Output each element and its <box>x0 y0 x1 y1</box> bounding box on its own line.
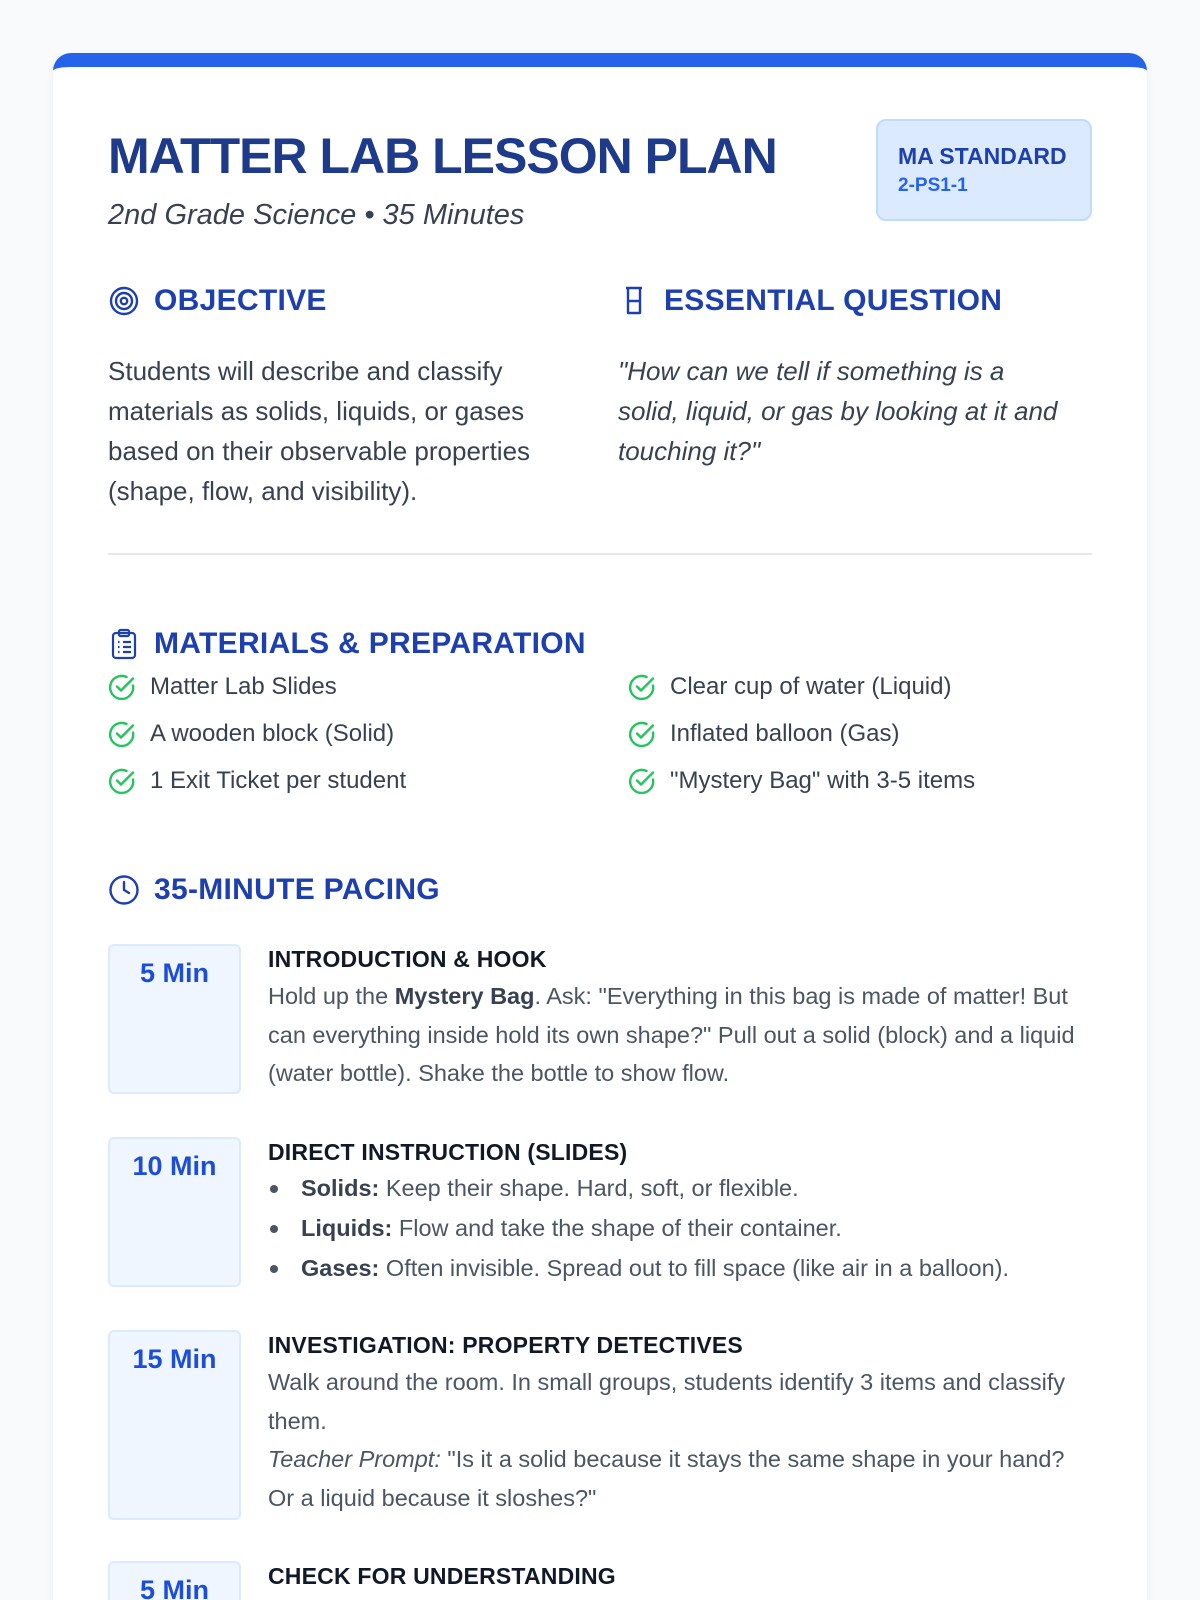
pacing-title: INTRODUCTION & HOOK <box>268 946 547 972</box>
materials-label: MATERIALS & PREPARATION <box>154 627 586 660</box>
list-item: Gases: Often invisible. Spread out to fill space (like air in a balloon). <box>268 1248 1092 1288</box>
pacing-title: INVESTIGATION: PROPERTY DETECTIVES <box>268 1332 743 1358</box>
essential-question-text: "How can we tell if something is a solid, liquid, or gas by looking at it and touching it?" <box>618 356 1058 466</box>
objective-label: OBJECTIVE <box>154 284 327 317</box>
pacing-text: Walk around the room. In small groups, students identify 3 items and classify them. <box>268 1369 1066 1434</box>
teacher-prompt: Teacher Prompt: "Is it a solid because it stays the same shape in your hand? Or a liquid because it sloshes?" <box>268 1446 1065 1511</box>
time-badge: 5 Min <box>108 1561 241 1600</box>
check-circle-icon <box>108 673 136 701</box>
standard-code: 2-PS1-1 <box>898 175 968 196</box>
materials-list-right <box>628 663 975 804</box>
materials-heading <box>108 627 586 661</box>
pacing-block <box>108 1137 1092 1287</box>
pacing-content <box>268 1330 1092 1517</box>
material-label: Matter Lab Slides <box>150 672 337 700</box>
list-item: Solids: Keep their shape. Hard, soft, or flexible. <box>268 1168 1092 1208</box>
pacing-block <box>108 1330 1092 1520</box>
bullet-list <box>268 1168 1092 1288</box>
standard-label: MA STANDARD <box>898 143 1067 169</box>
beaker-icon <box>618 285 650 317</box>
pacing-block <box>108 1561 1092 1600</box>
pacing-title: CHECK FOR UNDERSTANDING <box>268 1563 616 1589</box>
list-item <box>628 663 975 710</box>
essential-question-label: ESSENTIAL QUESTION <box>664 284 1003 317</box>
page-subtitle: 2nd Grade Science • 35 Minutes <box>108 199 525 231</box>
check-circle-icon <box>628 767 656 795</box>
pacing-label: 35-MINUTE PACING <box>154 873 440 906</box>
time-badge: 15 Min <box>108 1330 241 1520</box>
list-item <box>108 710 406 757</box>
clock-icon <box>108 874 140 906</box>
material-label: Clear cup of water (Liquid) <box>670 672 952 700</box>
list-item <box>628 757 975 804</box>
essential-question-heading <box>618 284 1002 318</box>
objective-text: Students will describe and classify materials as solids, liquids, or gases based on their observable properties (shape, flow, and visibility). <box>108 356 531 506</box>
material-label: A wooden block (Solid) <box>150 719 395 747</box>
materials-list-left <box>108 663 406 804</box>
list-item <box>108 663 406 710</box>
check-circle-icon <box>628 673 656 701</box>
material-label: "Mystery Bag" with 3-5 items <box>670 766 976 794</box>
pacing-text: Hold up the Mystery Bag. Ask: "Everything in this bag is made of matter! But can everything inside hold its own shape?" Pull out a solid (block) and a liquid (water bottle). Shake the bottle to show flow. <box>268 983 1075 1086</box>
pacing-content <box>268 1137 1092 1288</box>
material-label: Inflated balloon (Gas) <box>670 719 900 747</box>
list-item <box>628 710 975 757</box>
pacing-title: DIRECT INSTRUCTION (SLIDES) <box>268 1139 628 1165</box>
page-title: MATTER LAB LESSON PLAN <box>108 128 777 184</box>
target-icon <box>108 285 140 317</box>
pacing-content <box>268 1561 1092 1590</box>
check-circle-icon <box>108 767 136 795</box>
list-item <box>108 757 406 804</box>
check-circle-icon <box>108 720 136 748</box>
objective-heading <box>108 284 327 318</box>
lesson-plan-card <box>53 53 1147 1600</box>
standard-badge <box>876 119 1092 221</box>
check-circle-icon <box>628 720 656 748</box>
pacing-heading <box>108 873 440 907</box>
pacing-block <box>108 944 1092 1094</box>
clipboard-icon <box>108 628 140 660</box>
section-divider <box>108 553 1092 555</box>
material-label: 1 Exit Ticket per student <box>150 766 407 794</box>
time-badge: 10 Min <box>108 1137 241 1287</box>
list-item: Liquids: Flow and take the shape of their container. <box>268 1208 1092 1248</box>
time-badge: 5 Min <box>108 944 241 1094</box>
pacing-content <box>268 944 1092 1093</box>
